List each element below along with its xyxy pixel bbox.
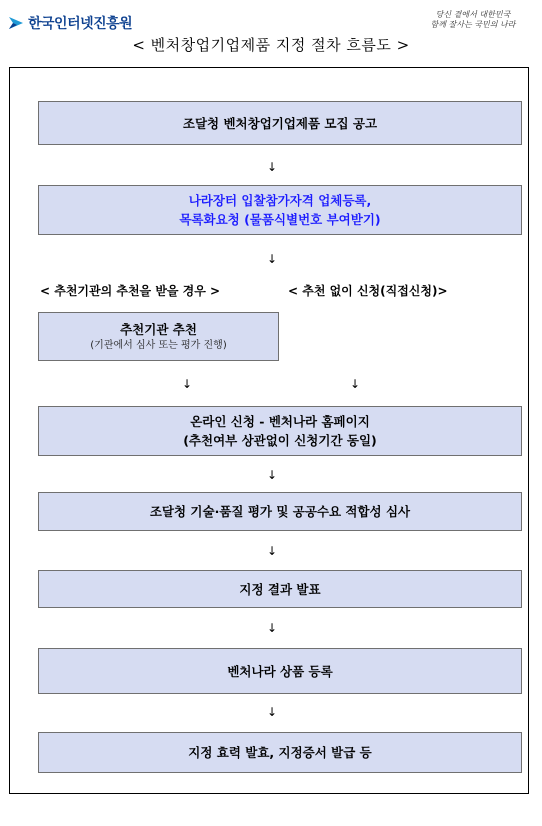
slogan-line-2: 함께 잘사는 국민의 나라: [430, 20, 516, 29]
flow-arrow: ↓: [181, 377, 193, 391]
flow-arrow: ↓: [266, 544, 278, 558]
step-label: 추천기관 추천: [120, 322, 197, 337]
step-label: 지정 결과 발표: [239, 581, 321, 597]
flow-arrow: ↓: [266, 160, 278, 174]
step-evaluation: [38, 492, 522, 531]
step-result-announcement: [38, 570, 522, 608]
page-title: < 벤처창업기업제품 지정 절차 흐름도 >: [132, 36, 410, 54]
flow-arrow: ↓: [266, 252, 278, 266]
flow-arrow: ↓: [266, 468, 278, 482]
step-label: 나라장터 입찰참가자격 업체등록,: [188, 193, 372, 208]
step-product-registration: [38, 648, 522, 694]
step-registration: [38, 185, 522, 235]
step-label: 목록화요청 (물품식별번호 부여받기): [179, 212, 381, 227]
slogan: [418, 10, 528, 30]
slogan-line-1: 당신 곁에서 대한민국: [435, 10, 511, 19]
step-label: 조달청 기술·품질 평가 및 공공수요 적합성 심사: [149, 504, 411, 519]
org-logo: [8, 10, 158, 36]
org-name: 한국인터넷진흥원: [28, 16, 133, 32]
logo-mark-icon: [8, 15, 24, 31]
step-agency-recommendation: [38, 312, 279, 361]
flowchart-frame: [9, 67, 529, 794]
step-online-application: [38, 406, 522, 456]
branch-label-recommended: < 추천기관의 추천을 받을 경우 >: [40, 284, 221, 298]
step-label: 조달청 벤처창업기업제품 모집 공고: [182, 115, 378, 131]
step-label: (추천여부 상관없이 신청기간 동일): [183, 433, 377, 448]
step-recruitment-notice: [38, 101, 522, 145]
step-sublabel: (기관에서 심사 또는 평가 진행): [90, 340, 227, 351]
step-label: 온라인 신청 - 벤처나라 홈페이지: [190, 414, 370, 429]
step-label: 지정 효력 발효, 지정증서 발급 등: [188, 745, 372, 760]
flow-arrow: ↓: [266, 705, 278, 719]
step-label: 벤처나라 상품 등록: [227, 663, 333, 679]
branch-label-direct: < 추천 없이 신청(직접신청)>: [288, 284, 448, 298]
flow-arrow: ↓: [266, 621, 278, 635]
flow-arrow: ↓: [349, 377, 361, 391]
step-certificate-issuance: [38, 732, 522, 773]
